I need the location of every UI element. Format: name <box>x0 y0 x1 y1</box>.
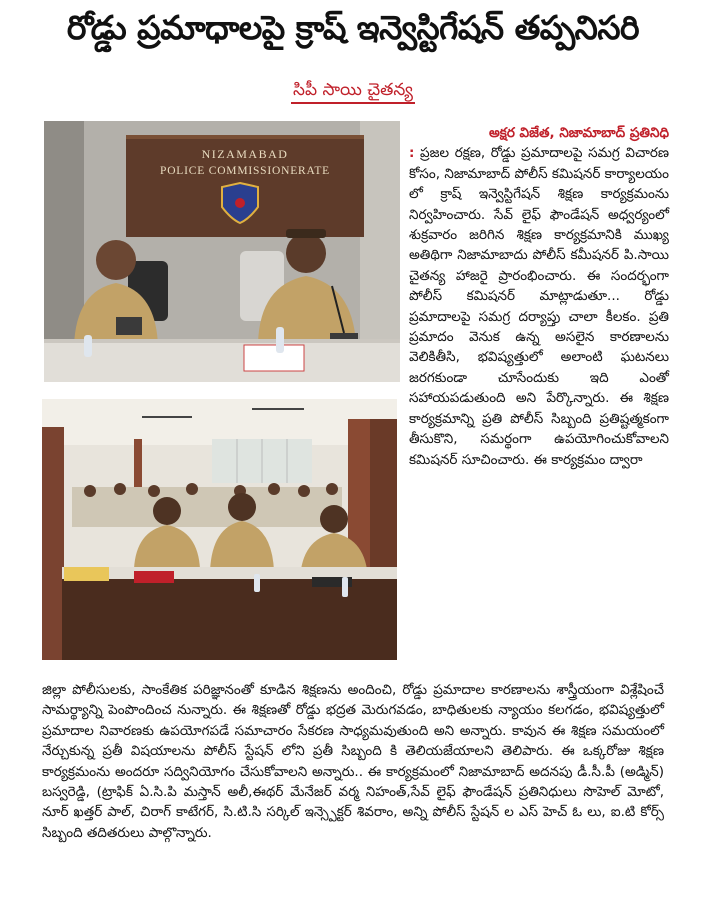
reporter-credit: అక్షర విజేత, నిజామాబాద్ ప్రతినిధి <box>488 125 669 141</box>
byline-text: సిపీ సాయి చైతన్య <box>291 80 415 104</box>
article-column-right <box>409 123 669 470</box>
photo-training-attendees <box>42 399 397 660</box>
article-body-right-text: ప్రజల రక్షణ, రోడ్డు ప్రమాదాలపై సమగ్ర విచారణ కోసం, నిజామాబాద్ పోలీస్ కమిషనర్ కార్యాలయం లో క్రాష్ ఇన్వెస్టిగేషన్ శిక్షణ కార్యక్రమంను నిర్వహించారు. సేవ్ లైఫ్ ఫౌండేషన్ అధ్వర్యంలో శుక్రవారం జరిగిన శిక్షణ కార్యక్రమానికి ముఖ్య అతిథిగా నిజామాబాదు పోలీస్ కమీషనర్ పి.సాయి చైతన్య హాజరై ప్రారంభించారు. ఈ సందర్భంగా పోలీస్ కమిషనర్ మాట్లాడుతూ... రోడ్డు ప్రమాదాలపై సమగ్ర దర్యాప్తు చాలా కీలకం. ప్రతి ప్రమాదం వెనుక ఉన్న అసలైన కారణాలను వెలికితీసి, భవిష్యత్తులో అలాంటి ఘటనలు జరగకుండా చూసేందుకు ఇది ఎంతో సహాయపడుతుంది అని పేర్కొన్నారు. ఈ శిక్షణ కార్యక్రమాన్ని ప్రతి పోలీస్ సిబ్బంది ప్రతిష్టత్మకంగా తీసుకొని, సమర్థంగా ఉపయోగించుకోవాలని కమిషనర్ సూచించారు. ఈ కార్యక్రమం ద్వారా <box>409 145 669 468</box>
article-body-full: జిల్లా పోలీసులకు, సాంకేతిక పరిజ్ఞానంతో కూడిన శిక్షణను అందించి, రోడ్డు ప్రమాదాల కారణాలను శాస్త్రీయంగా విశ్లేషించే సామర్థ్యాన్ని పెంపొందించ నున్నారు. ఈ శిక్షణతో రోడ్డు భద్రత మెరుగవడం, బాధితులకు న్యాయం కలగడం, భవిష్యత్తులో ప్రమాదాల నివారణకు ఉపయోగపడే సమాచారం సేకరణ సాధ్యమవుతుంది అని అన్నారు. కావున ఈ శిక్షణ సమయంలో నేర్చుకున్న ప్రతీ విషయాలను పోలీస్ స్టేషన్ లోని ప్రతీ సిబ్బంది కి తెలియజేయాలని తెలిపారు. ఈ ఒక్కరోజు శిక్షణ కార్యక్రమంను అందరూ సద్వినియోగం చేసుకోవాలని అన్నారు.. ఈ కార్యక్రమంలో నిజామాబాద్ అదనపు డీ.సీ.పీ (అడ్మిన్) బస్వరెడ్డి, (ట్రాఫిక్ ఏ.సి.పి మస్తాన్ అలీ,ఈథర్ మేనేజర్ వర్మ నిహంత్,సేవ్ లైఫ్ ఫౌండేషన్ ప్రతినిధులు సొహెల్ మోటో, నూర్ ఖత్తర్ పాల్, చిరాగ్ కాటేగర్, సి.టి.సి సర్కిల్ ఇన్స్పెక్టర్ శివరాం, అన్ని పోలీస్ స్టేషన్ ల ఎస్ హెచ్ ఓ లు, ఐ.టి కోర్స్ సిబ్బంది తదితరులు పాల్గొన్నారు. <box>42 682 664 841</box>
byline <box>0 80 706 104</box>
sign-line-1: NIZAMABAD <box>201 147 289 161</box>
photo-commissioner-meeting <box>44 121 400 382</box>
article-body-right <box>409 143 669 470</box>
sign-line-2: POLICE COMMISSIONERATE <box>160 165 330 177</box>
headline: రోడ్డు ప్రమాధాలపై క్రాష్ ఇన్వెస్టిగేషన్ తప్పనిసరి <box>66 8 640 47</box>
dateline-colon: : <box>409 145 415 162</box>
